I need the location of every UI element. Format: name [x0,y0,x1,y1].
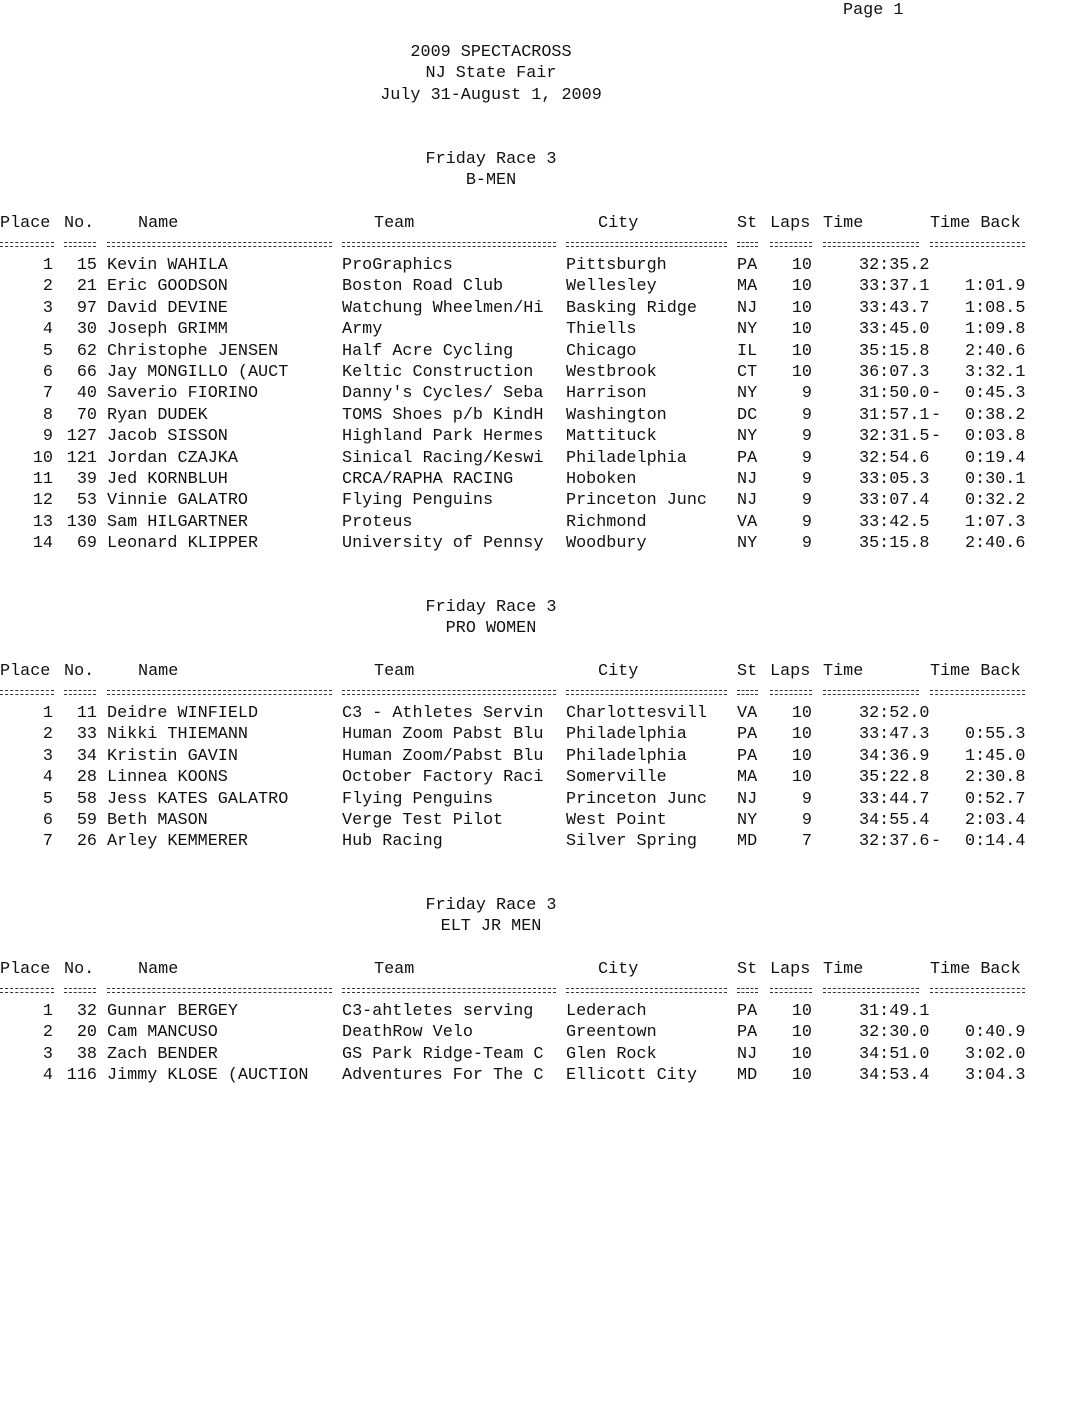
place-cell: 4 [42,768,53,788]
event-venue: NJ State Fair [425,64,557,83]
rider-name-cell: Zach BENDER [107,1044,218,1064]
time-cell: 31:50.0 [859,384,930,404]
city-cell: Wellesley [566,277,657,297]
result-row [0,767,1088,788]
laps-cell: 9 [801,427,812,447]
place-cell: 7 [42,832,53,852]
city-cell: Silver Spring [566,832,697,852]
rider-name-cell: Jay MONGILLO (AUCT [107,363,289,382]
result-row [0,810,1088,831]
column-header-time-back: Time Back [930,214,1021,233]
time-back-cell: 1:45.0 [965,746,1026,766]
team-cell: CRCA/RAPHA RACING [342,470,514,489]
time-back-cell: 1:07.3 [965,512,1026,532]
place-cell: 14 [32,534,53,554]
time-cell: 32:31.5 [859,427,930,447]
race-heading: Friday Race 3 [425,598,557,617]
bib-number-cell: 32 [76,1002,97,1021]
city-cell: Philadelphia [566,746,687,766]
bib-number-cell: 130 [66,512,97,532]
team-cell: Keltic Construction [342,363,534,382]
state-cell: PA [737,746,758,766]
bib-number-cell: 69 [76,534,97,554]
result-row [0,1001,1088,1022]
city-cell: Chicago [566,341,637,361]
column-header-row [0,661,1088,682]
rider-name-cell: Kevin WAHILA [107,256,228,275]
state-cell: PA [737,1023,758,1043]
time-back-cell: 0:14.4 [965,832,1026,852]
race-heading: Friday Race 3 [425,896,557,915]
column-header-name: Name [138,662,179,681]
city-cell: Greentown [566,1023,657,1043]
laps-cell: 10 [791,1002,812,1021]
rider-name-cell: Christophe JENSEN [107,341,279,361]
team-cell: Watchung Wheelmen/Hi [342,298,544,318]
column-header-row [0,959,1088,980]
rider-name-cell: Ryan DUDEK [107,405,208,425]
column-header-name: Name [138,214,179,233]
rider-name-cell: Beth MASON [107,811,208,830]
place-cell: 2 [42,277,53,297]
place-cell: 1 [42,1002,53,1021]
time-cell: 36:07.3 [859,363,930,382]
result-row [0,298,1088,319]
rider-name-cell: Linnea KOONS [107,768,228,788]
state-cell: MA [737,768,758,788]
bib-number-cell: 121 [66,448,97,468]
rider-name-cell: Kristin GAVIN [107,746,238,766]
rider-name-cell: Jed KORNBLUH [107,470,228,489]
time-cell: 33:45.0 [859,320,930,340]
state-cell: NJ [737,789,758,809]
team-cell: Verge Test Pilot [342,811,504,830]
state-cell: MD [737,1066,758,1086]
time-cell: 32:35.2 [859,256,930,275]
column-header-place: Place [0,662,51,681]
result-row [0,255,1088,276]
column-header-city: City [598,214,639,233]
time-cell: 33:37.1 [859,277,930,297]
column-header-no: No. [64,662,95,681]
result-row [0,362,1088,383]
result-row [0,1022,1088,1043]
city-cell: Harrison [566,384,647,404]
city-cell: Princeton Junc [566,789,707,809]
state-cell: VA [737,512,758,532]
team-cell: Adventures For The C [342,1066,544,1086]
result-row [0,319,1088,340]
place-cell: 9 [42,427,53,447]
result-row [0,405,1088,426]
time-cell: 34:36.9 [859,746,930,766]
laps-cell: 10 [791,725,812,745]
state-cell: NJ [737,298,758,318]
result-row [0,1065,1088,1086]
state-cell: NY [737,534,758,554]
time-back-cell: 0:38.2 [965,405,1026,425]
team-cell: Highland Park Hermes [342,427,544,447]
result-row [0,724,1088,745]
bib-number-cell: 127 [66,427,97,447]
header-separator [0,233,1088,254]
place-cell: 6 [42,811,53,830]
laps-cell: 7 [801,832,812,852]
city-cell: Mattituck [566,427,657,447]
column-header-no: No. [64,960,95,979]
state-cell: NJ [737,470,758,489]
time-cell: 35:15.8 [859,341,930,361]
state-cell: NY [737,427,758,447]
header-separator [0,979,1088,1000]
laps-cell: 10 [791,277,812,297]
place-cell: 1 [42,704,53,723]
city-cell: Westbrook [566,363,657,382]
result-row [0,341,1088,362]
rider-name-cell: Deidre WINFIELD [107,704,259,723]
laps-cell: 10 [791,768,812,788]
column-header-place: Place [0,214,51,233]
time-cell: 33:43.7 [859,298,930,318]
column-header-name: Name [138,960,179,979]
team-cell: ProGraphics [342,256,453,275]
state-cell: VA [737,704,758,723]
column-header-st: St [737,662,758,681]
time-cell: 34:53.4 [859,1066,930,1086]
bib-number-cell: 28 [76,768,97,788]
laps-cell: 10 [791,341,812,361]
city-cell: Washington [566,405,667,425]
city-cell: Basking Ridge [566,298,697,318]
place-cell: 3 [42,1044,53,1064]
rider-name-cell: Vinnie GALATRO [107,491,248,511]
laps-cell: 9 [801,789,812,809]
city-cell: Somerville [566,768,667,788]
result-row [0,533,1088,554]
team-cell: Half Acre Cycling [342,341,514,361]
result-row [0,490,1088,511]
city-cell: Hoboken [566,470,637,489]
time-back-cell: 0:40.9 [965,1023,1026,1043]
bib-number-cell: 20 [76,1023,97,1043]
time-cell: 32:52.0 [859,704,930,723]
bib-number-cell: 39 [76,470,97,489]
result-row [0,469,1088,490]
column-header-city: City [598,960,639,979]
time-back-cell: 2:03.4 [965,811,1026,830]
time-cell: 35:22.8 [859,768,930,788]
time-back-cell: 0:19.4 [965,448,1026,468]
column-header-place: Place [0,960,51,979]
city-cell: Princeton Junc [566,491,707,511]
city-cell: Ellicott City [566,1066,697,1086]
time-cell: 32:37.6 [859,832,930,852]
column-header-time: Time [823,960,864,979]
rider-name-cell: Joseph GRIMM [107,320,228,340]
time-cell: 33:47.3 [859,725,930,745]
time-back-cell: 2:40.6 [965,341,1026,361]
place-cell: 10 [32,448,53,468]
rider-name-cell: David DEVINE [107,298,228,318]
state-cell: NY [737,811,758,830]
result-row [0,831,1088,852]
laps-cell: 9 [801,491,812,511]
time-back-cell: 0:45.3 [965,384,1026,404]
team-cell: GS Park Ridge-Team C [342,1044,544,1064]
result-row [0,448,1088,469]
time-cell: 34:55.4 [859,811,930,830]
state-cell: PA [737,725,758,745]
time-back-cell: 2:40.6 [965,534,1026,554]
place-cell: 1 [42,256,53,275]
time-cell: 35:15.8 [859,534,930,554]
team-cell: Flying Penguins [342,491,494,511]
city-cell: Thiells [566,320,637,340]
team-cell: Human Zoom Pabst Blu [342,725,544,745]
time-back-cell: 1:01.9 [965,277,1026,297]
rider-name-cell: Sam HILGARTNER [107,512,248,532]
column-header-row [0,213,1088,234]
team-cell: Proteus [342,512,413,532]
rider-name-cell: Nikki THIEMANN [107,725,248,745]
team-cell: Flying Penguins [342,789,494,809]
laps-cell: 9 [801,448,812,468]
column-header-laps: Laps [770,662,811,681]
time-back-cell: 3:02.0 [965,1044,1026,1064]
laps-down-flag: - [931,427,942,447]
time-cell: 33:07.4 [859,491,930,511]
team-cell: October Factory Raci [342,768,544,788]
result-row [0,703,1088,724]
column-header-no: No. [64,214,95,233]
time-cell: 31:57.1 [859,405,930,425]
city-cell: Charlottesvill [566,704,707,723]
state-cell: DC [737,405,758,425]
column-header-laps: Laps [770,960,811,979]
state-cell: PA [737,1002,758,1021]
time-back-cell: 3:04.3 [965,1066,1026,1086]
state-cell: IL [737,341,758,361]
time-cell: 34:51.0 [859,1044,930,1064]
place-cell: 4 [42,320,53,340]
laps-cell: 10 [791,746,812,766]
place-cell: 4 [42,1066,53,1086]
rider-name-cell: Eric GOODSON [107,277,228,297]
time-back-cell: 0:52.7 [965,789,1026,809]
team-cell: C3 - Athletes Servin [342,704,544,723]
city-cell: Philadelphia [566,448,687,468]
bib-number-cell: 33 [76,725,97,745]
laps-cell: 10 [791,320,812,340]
column-header-time: Time [823,214,864,233]
result-row [0,276,1088,297]
team-cell: Sinical Racing/Keswi [342,448,544,468]
bib-number-cell: 11 [76,704,97,723]
time-back-cell: 3:32.1 [965,363,1026,382]
time-cell: 33:05.3 [859,470,930,489]
state-cell: NY [737,384,758,404]
time-back-cell: 0:55.3 [965,725,1026,745]
team-cell: TOMS Shoes p/b KindH [342,405,544,425]
place-cell: 11 [32,470,53,489]
team-cell: C3-ahtletes serving [342,1002,534,1021]
place-cell: 3 [42,746,53,766]
result-row [0,746,1088,767]
result-row [0,1044,1088,1065]
bib-number-cell: 70 [76,405,97,425]
state-cell: MA [737,277,758,297]
laps-cell: 9 [801,405,812,425]
laps-cell: 10 [791,363,812,382]
result-row [0,426,1088,447]
event-dates: July 31-August 1, 2009 [380,86,602,105]
race-heading: Friday Race 3 [425,150,557,169]
rider-name-cell: Jimmy KLOSE (AUCTION [107,1066,309,1086]
bib-number-cell: 62 [76,341,97,361]
team-cell: DeathRow Velo [342,1023,473,1043]
laps-cell: 9 [801,384,812,404]
laps-cell: 10 [791,1066,812,1086]
place-cell: 6 [42,363,53,382]
time-cell: 32:30.0 [859,1023,930,1043]
column-header-time-back: Time Back [930,960,1021,979]
laps-cell: 10 [791,704,812,723]
result-row [0,512,1088,533]
state-cell: NY [737,320,758,340]
laps-cell: 9 [801,534,812,554]
laps-cell: 9 [801,470,812,489]
rider-name-cell: Jacob SISSON [107,427,228,447]
team-cell: Boston Road Club [342,277,504,297]
bib-number-cell: 59 [76,811,97,830]
time-cell: 33:44.7 [859,789,930,809]
team-cell: University of Pennsy [342,534,544,554]
bib-number-cell: 53 [76,491,97,511]
bib-number-cell: 116 [66,1066,97,1086]
place-cell: 2 [42,725,53,745]
time-cell: 33:42.5 [859,512,930,532]
race-category: ELT JR MEN [440,917,542,936]
column-header-laps: Laps [770,214,811,233]
state-cell: MD [737,832,758,852]
column-header-st: St [737,214,758,233]
team-cell: Human Zoom/Pabst Blu [342,746,544,766]
bib-number-cell: 34 [76,746,97,766]
rider-name-cell: Gunnar BERGEY [107,1002,238,1021]
laps-down-flag: - [931,384,942,404]
state-cell: PA [737,448,758,468]
place-cell: 2 [42,1023,53,1043]
page-number: Page 1 [843,1,904,20]
city-cell: Philadelphia [566,725,687,745]
column-header-time-back: Time Back [930,662,1021,681]
time-cell: 31:49.1 [859,1002,930,1021]
city-cell: Glen Rock [566,1044,657,1064]
city-cell: Woodbury [566,534,647,554]
state-cell: NJ [737,1044,758,1064]
time-cell: 32:54.6 [859,448,930,468]
time-back-cell: 0:03.8 [965,427,1026,447]
result-row [0,383,1088,404]
bib-number-cell: 26 [76,832,97,852]
bib-number-cell: 97 [76,298,97,318]
bib-number-cell: 66 [76,363,97,382]
bib-number-cell: 40 [76,384,97,404]
column-header-st: St [737,960,758,979]
place-cell: 12 [32,491,53,511]
laps-cell: 10 [791,298,812,318]
event-title: 2009 SPECTACROSS [410,43,572,62]
city-cell: Pittsburgh [566,256,667,275]
place-cell: 8 [42,405,53,425]
time-back-cell: 0:30.1 [965,470,1026,489]
column-header-city: City [598,662,639,681]
rider-name-cell: Cam MANCUSO [107,1023,218,1043]
bib-number-cell: 15 [76,256,97,275]
place-cell: 3 [42,298,53,318]
laps-cell: 9 [801,512,812,532]
laps-down-flag: - [931,832,942,852]
state-cell: NJ [737,491,758,511]
column-header-team: Team [374,662,415,681]
state-cell: CT [737,363,758,382]
rider-name-cell: Jess KATES GALATRO [107,789,289,809]
laps-cell: 10 [791,256,812,275]
laps-cell: 9 [801,811,812,830]
header-separator [0,681,1088,702]
place-cell: 5 [42,341,53,361]
time-back-cell: 1:08.5 [965,298,1026,318]
race-category: B-MEN [465,171,517,190]
column-header-time: Time [823,662,864,681]
result-row [0,789,1088,810]
time-back-cell: 0:32.2 [965,491,1026,511]
laps-cell: 10 [791,1044,812,1064]
place-cell: 7 [42,384,53,404]
laps-down-flag: - [931,405,942,425]
place-cell: 13 [32,512,53,532]
place-cell: 5 [42,789,53,809]
rider-name-cell: Leonard KLIPPER [107,534,259,554]
time-back-cell: 2:30.8 [965,768,1026,788]
state-cell: PA [737,256,758,275]
bib-number-cell: 30 [76,320,97,340]
bib-number-cell: 21 [76,277,97,297]
team-cell: Danny's Cycles/ Seba [342,384,544,404]
rider-name-cell: Saverio FIORINO [107,384,259,404]
team-cell: Army [342,320,383,340]
column-header-team: Team [374,960,415,979]
time-back-cell: 1:09.8 [965,320,1026,340]
bib-number-cell: 58 [76,789,97,809]
team-cell: Hub Racing [342,832,443,852]
city-cell: Lederach [566,1002,647,1021]
laps-cell: 10 [791,1023,812,1043]
race-category: PRO WOMEN [445,619,537,638]
rider-name-cell: Arley KEMMERER [107,832,248,852]
column-header-team: Team [374,214,415,233]
city-cell: Richmond [566,512,647,532]
rider-name-cell: Jordan CZAJKA [107,448,238,468]
city-cell: West Point [566,811,667,830]
bib-number-cell: 38 [76,1044,97,1064]
